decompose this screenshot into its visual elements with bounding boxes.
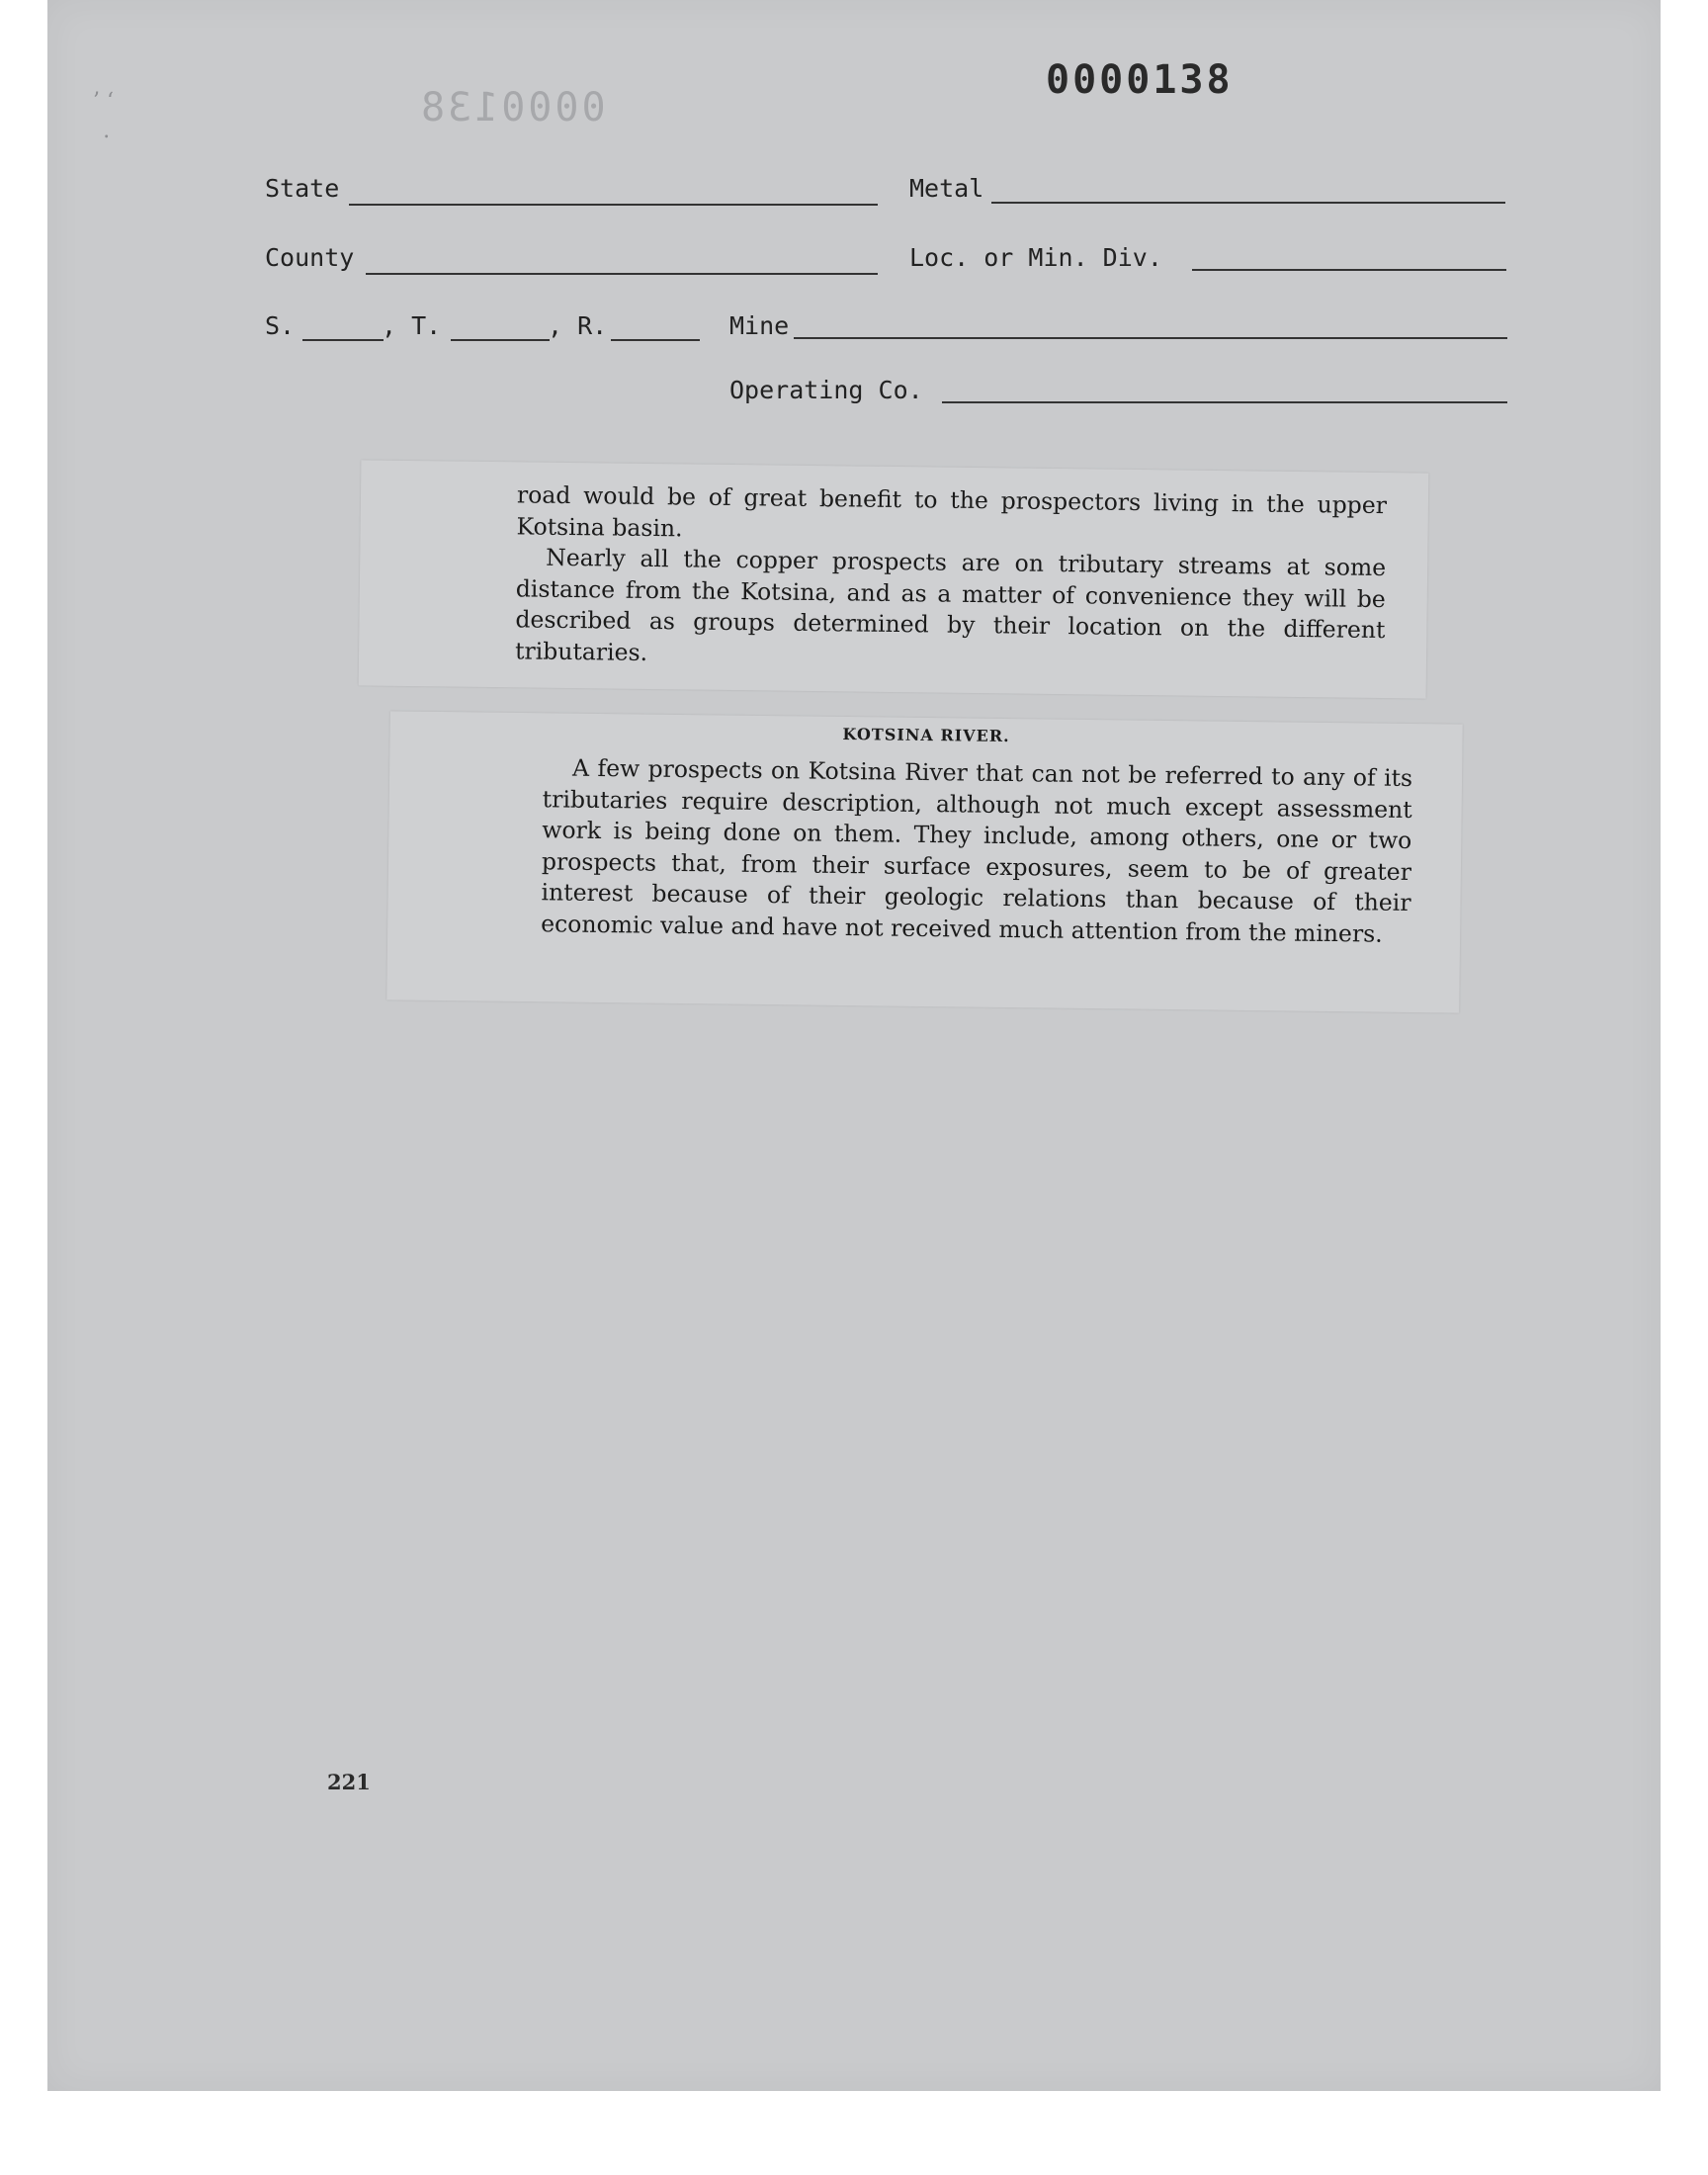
section-label: S. [265,311,296,340]
loc-label: Loc. or Min. Div. [909,243,1162,272]
township-label: , T. [382,311,442,340]
county-field-line [366,273,878,275]
text-clipping-2 [386,711,1462,1012]
corner-mark: ․ [103,119,111,143]
mine-field-line [794,337,1507,339]
text-clipping-1 [359,460,1429,698]
range-field-line [611,339,700,341]
corner-mark: ’ ‘ [93,89,114,114]
section-heading: KOTSINA RIVER. [842,724,1010,746]
county-label: County [265,243,355,272]
page-number: 221 [327,1770,371,1794]
state-field-line [349,204,878,206]
metal-label: Metal [909,174,984,203]
clipping-2-text [541,752,1412,950]
clipping-1-text [515,479,1387,677]
clipping-1-paragraph-2: Nearly all the copper prospects are on tributary streams at some distance from the Kotsina, and as a matter of convenience they will be described as groups determined by their location on the different tributaries. [514,543,1387,666]
loc-field-line [1192,269,1506,271]
operating-co-label: Operating Co. [729,376,923,404]
clipping-2-paragraph: A few prospects on Kotsina River that can not be referred to any of its tributaries require description, although not much except assessment work is being done on them. They include, among others, one or two prospects that, from their surface exposures, seem to be of greater interest because of their geologic relations than because of their economic value and have not received much attention from the miners. [541,753,1413,948]
metal-field-line [991,202,1505,204]
mine-label: Mine [729,311,790,340]
clipping-1-paragraph-1: road would be of great benefit to the prospectors living in the upper Kotsina basin. [516,480,1388,542]
section-field-line [302,339,384,341]
state-label: State [265,174,340,203]
stamp-number: 0000138 [1046,57,1234,103]
document-page [47,0,1661,2091]
stamp-number-bleedthrough: 0000138 [418,85,606,130]
operating-co-field-line [942,401,1507,403]
range-label: , R. [548,311,608,340]
township-field-line [451,339,550,341]
